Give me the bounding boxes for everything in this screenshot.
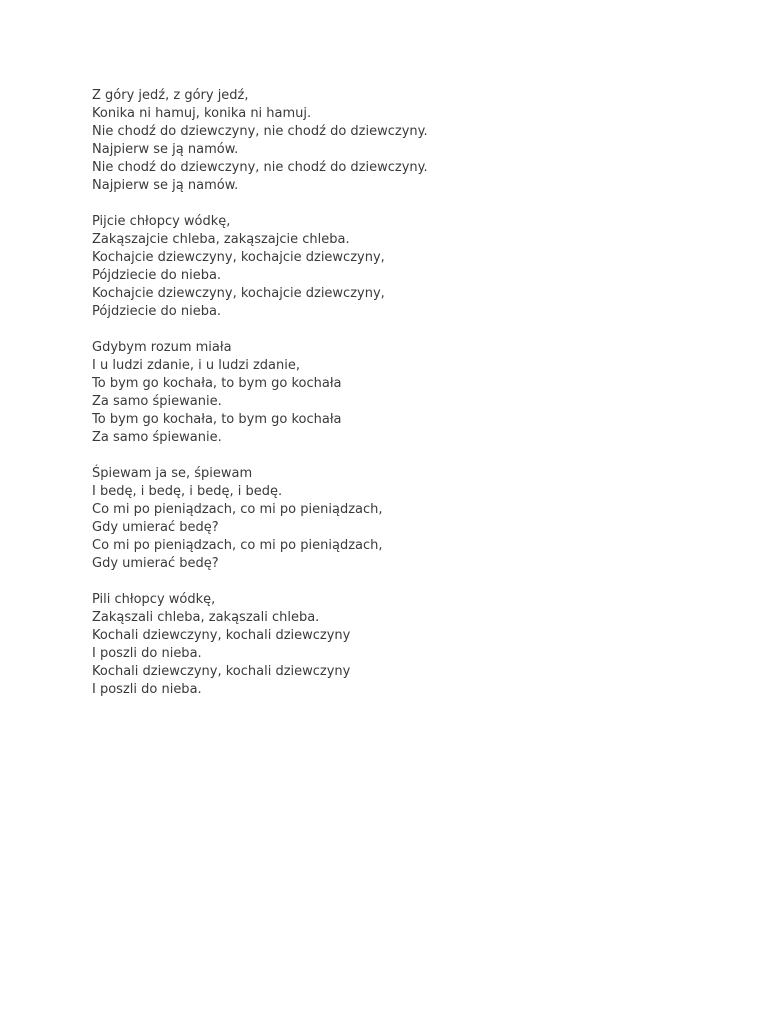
song-lyrics [92,87,692,717]
lyric-line: Pójdziecie do nieba. [92,268,222,283]
lyric-line: Kochajcie dziewczyny, kochajcie dziewczyny, [92,286,385,301]
lyric-line: Z góry jedź, z góry jedź, [92,88,249,103]
lyric-line: I u ludzi zdanie, i u ludzi zdanie, [92,358,300,373]
lyric-line: Najpierw se ją namów. [92,142,239,157]
lyric-line: Nie chodź do dziewczyny, nie chodź do dziewczyny. [92,124,428,139]
lyric-line: Pójdziecie do nieba. [92,304,222,319]
lyric-line: Zakąszali chleba, zakąszali chleba. [92,610,320,625]
lyric-line: Co mi po pieniądzach, co mi po pieniądzach, [92,538,383,553]
lyric-line: Kochali dziewczyny, kochali dziewczyny [92,628,351,643]
lyric-line: Konika ni hamuj, konika ni hamuj. [92,106,312,121]
lyric-line: Najpierw se ją namów. [92,178,239,193]
lyric-line: Za samo śpiewanie. [92,394,222,409]
lyric-line: I bedę, i bedę, i bedę, i bedę. [92,484,283,499]
lyric-line: Za samo śpiewanie. [92,430,222,445]
stanza-3 [92,339,692,447]
stanza-1 [92,87,692,195]
lyric-line: I poszli do nieba. [92,682,202,697]
lyric-line: Nie chodź do dziewczyny, nie chodź do dziewczyny. [92,160,428,175]
lyric-line: Kochali dziewczyny, kochali dziewczyny [92,664,351,679]
lyric-line: Kochajcie dziewczyny, kochajcie dziewczyny, [92,250,385,265]
lyric-line: To bym go kochała, to bym go kochała [92,412,342,427]
lyric-line: Gdybym rozum miała [92,340,232,355]
lyric-line: Śpiewam ja se, śpiewam [92,466,253,481]
stanza-2 [92,213,692,321]
lyric-line: Gdy umierać bedę? [92,520,219,535]
lyric-line: To bym go kochała, to bym go kochała [92,376,342,391]
stanza-5 [92,591,692,699]
lyric-line: Co mi po pieniądzach, co mi po pieniądzach, [92,502,383,517]
lyric-line: Pijcie chłopcy wódkę, [92,214,231,229]
stanza-4 [92,465,692,573]
lyric-line: I poszli do nieba. [92,646,202,661]
lyric-line: Zakąszajcie chleba, zakąszajcie chleba. [92,232,350,247]
lyric-line: Gdy umierać bedę? [92,556,219,571]
lyric-line: Pili chłopcy wódkę, [92,592,216,607]
